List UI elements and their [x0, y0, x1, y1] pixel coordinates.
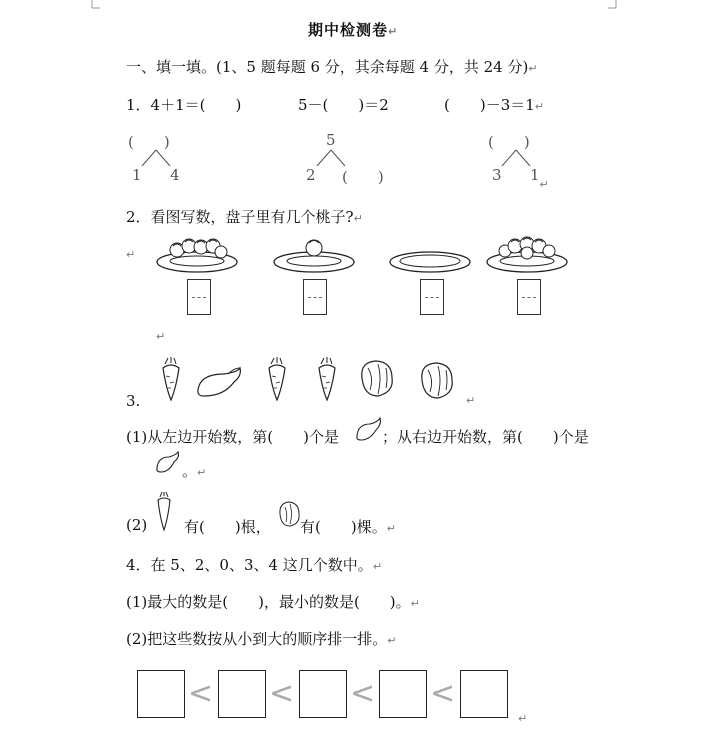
q1-eq3: ( )－3＝1↵ [444, 96, 545, 114]
eggplant-icon [154, 450, 182, 474]
peach-icon [543, 245, 555, 257]
order-box-1[interactable] [137, 670, 185, 718]
less-than-sign: < [188, 676, 214, 711]
carrot-icon [316, 358, 338, 402]
q3-number: 3. [126, 392, 141, 410]
order-box-2[interactable] [218, 670, 266, 718]
return-mark: ↵ [126, 248, 136, 261]
return-mark: ↵ [534, 100, 545, 113]
q4-text: 4．在 5、2、0、3、4 这几个数中。↵ [126, 556, 383, 574]
carrot-icon [156, 492, 172, 532]
tree-top: 5 [326, 131, 336, 149]
q1-eq2: 5－( )＝2 [298, 96, 389, 114]
tree-right: $1_↵$ [530, 166, 549, 191]
answer-box[interactable] [303, 279, 327, 315]
return-mark: ↵ [156, 330, 166, 343]
less-than-sign: < [269, 676, 295, 711]
tree-right: ( ) [342, 168, 384, 186]
peach-icon [215, 246, 227, 258]
page-corner-right [600, 0, 640, 12]
return-mark: ↵ [466, 394, 476, 407]
page-corner-left [0, 0, 100, 12]
section-heading: 一、填一填。(1、5 题每题 6 分，其余每题 4 分，共 24 分)↵ [126, 58, 538, 76]
plate-with-peaches-4 [485, 232, 571, 274]
return-mark: ↵ [197, 466, 207, 479]
tree-top: ( ) [488, 133, 530, 151]
less-than-sign: < [430, 676, 456, 711]
q3-part1-a: (1)从左边开始数，第( )个是 [126, 428, 339, 446]
return-mark: ↵ [372, 560, 383, 573]
cabbage-icon [276, 500, 302, 528]
empty-plate [388, 232, 474, 274]
carrot-icon [266, 358, 288, 402]
answer-box[interactable] [187, 279, 211, 315]
return-mark: ↵ [387, 634, 397, 647]
return-mark: ↵ [353, 212, 363, 225]
order-box-5[interactable] [460, 670, 508, 718]
q3-part1-c: 。↵ [182, 462, 207, 480]
plate-with-peaches-2 [272, 232, 358, 274]
return-mark: ↵ [528, 62, 538, 75]
q3-part1-b: ；从右边开始数，第( )个是 [382, 428, 589, 446]
q4-part2: (2)把这些数按从小到大的顺序排一排。↵ [126, 630, 397, 648]
peach-icon [306, 240, 322, 256]
q1-eq1: 1．4＋1＝( ) [126, 96, 242, 114]
q3-part2-c: 有( )棵。↵ [300, 518, 396, 536]
q2-text: 2．看图写数，盘子里有几个桃子?↵ [126, 208, 363, 226]
eggplant-icon [354, 416, 384, 442]
q4-part1: (1)最大的数是( )，最小的数是( )。↵ [126, 593, 420, 611]
tree-left: 2 [306, 166, 316, 184]
answer-box[interactable] [420, 279, 444, 315]
tree-right: 4 [170, 166, 180, 184]
cabbage-icon [356, 358, 398, 400]
tree-top: ( ) [128, 133, 170, 151]
carrot-icon [160, 358, 182, 402]
order-box-4[interactable] [379, 670, 427, 718]
page-title: 期中检测卷↵ [308, 21, 399, 39]
q3-part2-a: (2) [126, 516, 148, 534]
peach-icon [521, 247, 533, 259]
return-mark: ↵ [386, 522, 396, 535]
cabbage-icon [416, 360, 458, 402]
order-box-3[interactable] [299, 670, 347, 718]
answer-box[interactable] [517, 279, 541, 315]
plate-with-peaches-1 [155, 232, 241, 274]
tree-left: 3 [492, 166, 502, 184]
return-mark: ↵ [518, 712, 528, 725]
eggplant-icon [194, 364, 246, 398]
tree-left: 1 [132, 166, 142, 184]
less-than-sign: < [350, 676, 376, 711]
return-mark: ↵ [388, 25, 399, 38]
q3-part2-b: 有( )根， [184, 518, 271, 536]
return-mark: ↵ [539, 178, 549, 191]
return-mark: ↵ [410, 597, 420, 610]
